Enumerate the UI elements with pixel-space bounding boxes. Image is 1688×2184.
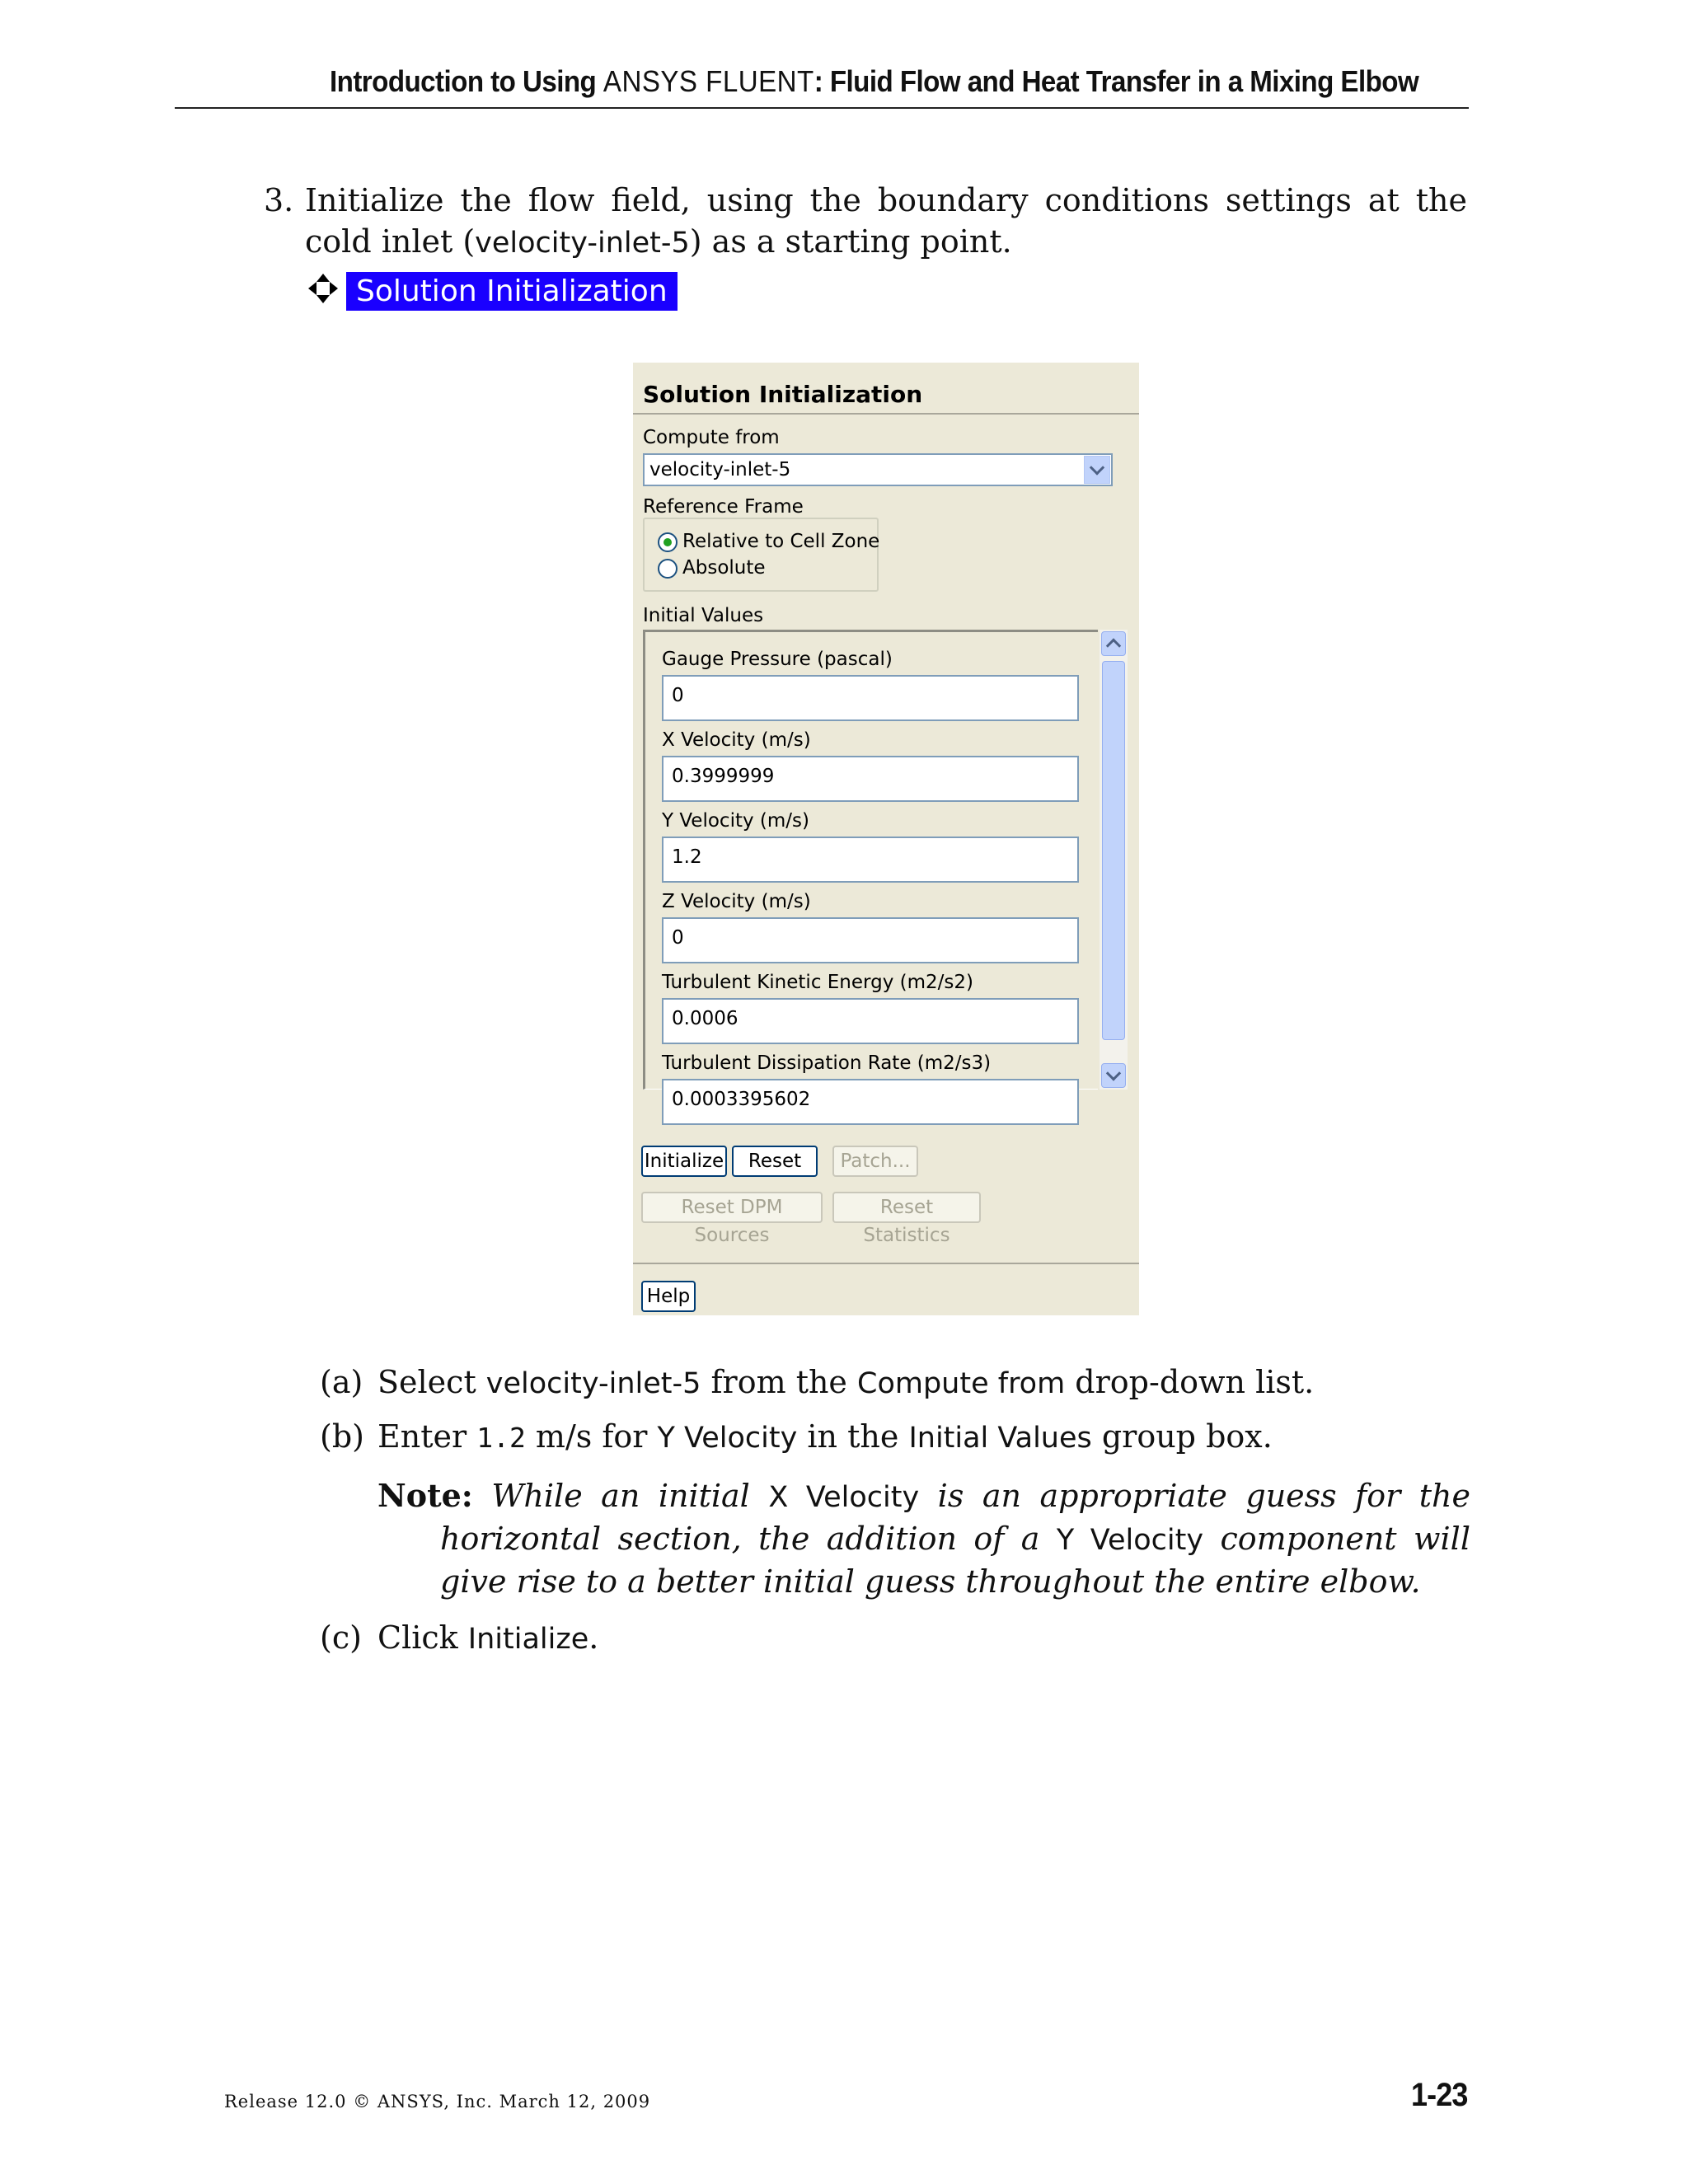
navigation-arrows-icon (307, 272, 340, 305)
scroll-down-button[interactable] (1101, 1063, 1126, 1088)
header-text-1: Introduction to Using (330, 64, 603, 98)
reference-frame-group (643, 518, 879, 592)
compute-from-value: velocity-inlet-5 (649, 459, 791, 480)
patch-button[interactable]: Patch... (832, 1146, 918, 1177)
header-rule (175, 107, 1469, 109)
note-heading: Note: (377, 1477, 473, 1514)
note (377, 1475, 1470, 1602)
x-velocity-input[interactable] (662, 756, 1079, 802)
item-c-text (377, 1617, 1474, 1660)
field-label: Z Velocity (m/s) (662, 891, 811, 912)
item-b-value: 1.2 (476, 1422, 526, 1454)
item-b (320, 1416, 1474, 1459)
reference-frame-label: Reference Frame (643, 496, 804, 518)
header-text-2: : Fluid Flow and Heat Transfer in a Mixing Elbow (814, 64, 1419, 98)
turbulent-dissipation-rate-input[interactable] (662, 1079, 1079, 1125)
step-3-text-b: ) as a starting point. (689, 223, 1012, 260)
field-label: Turbulent Kinetic Energy (m2/s2) (662, 972, 973, 993)
running-header (330, 64, 1419, 99)
note-text-1: While an initial (491, 1478, 769, 1514)
header-product-name: ANSYS FLUENT (603, 64, 814, 98)
initial-values-group (643, 630, 1098, 1110)
radio-relative-label: Relative to Cell Zone (682, 531, 880, 552)
item-c-text-3: . (588, 1619, 599, 1656)
note-text-5: component will give rise to a better initial guess throughout the entire elbow. (440, 1521, 1470, 1600)
item-c (320, 1617, 1474, 1660)
field-label: X Velocity (m/s) (662, 729, 811, 751)
item-a-text (377, 1361, 1474, 1404)
gauge-pressure-input[interactable] (662, 675, 1079, 721)
chevron-down-icon[interactable] (1084, 456, 1110, 484)
field-value: 0.0003395602 (672, 1089, 811, 1110)
initial-values-label: Initial Values (643, 605, 764, 626)
item-c-text-1: Click (377, 1619, 468, 1656)
initial-values-scrollbar[interactable] (1100, 630, 1128, 1090)
item-a-text-1: Select (377, 1364, 486, 1400)
y-velocity-input[interactable] (662, 837, 1079, 883)
item-b-text-1: Enter (377, 1418, 477, 1455)
z-velocity-input[interactable] (662, 917, 1079, 963)
initialize-button[interactable]: Initialize (641, 1146, 727, 1177)
turbulent-kinetic-energy-input[interactable] (662, 998, 1079, 1044)
page-number: 1-23 (1411, 2077, 1468, 2113)
compute-from-dropdown[interactable] (643, 453, 1113, 486)
item-b-text-7: group box. (1091, 1418, 1273, 1455)
radio-absolute[interactable] (658, 559, 678, 579)
field-value: 0 (672, 685, 684, 706)
item-b-ref-2: Initial Values (908, 1422, 1092, 1455)
reset-dpm-sources-button[interactable]: Reset DPM Sources (641, 1192, 823, 1223)
step-3-text (305, 180, 1467, 264)
item-c-label: (c) (320, 1619, 362, 1656)
item-a (320, 1361, 1474, 1404)
item-b-text (377, 1416, 1474, 1459)
field-label: Gauge Pressure (pascal) (662, 649, 893, 670)
step-3-ref: velocity-inlet-5 (475, 227, 690, 260)
bottom-divider (633, 1263, 1139, 1264)
item-a-label: (a) (320, 1364, 363, 1400)
radio-absolute-label: Absolute (682, 557, 766, 579)
note-text-3: is an appropriate guess for the horizontal section, the addition of a (440, 1478, 1470, 1557)
solution-initialization-panel (633, 363, 1139, 1315)
note-ref-x-velocity: X Velocity (768, 1481, 920, 1514)
compute-from-label: Compute from (643, 427, 780, 448)
item-a-ref: velocity-inlet-5 (485, 1367, 701, 1400)
scroll-up-button[interactable] (1101, 631, 1126, 656)
item-b-text-5: in the (797, 1418, 909, 1455)
help-button[interactable]: Help (641, 1281, 696, 1312)
field-value: 1.2 (672, 846, 702, 868)
item-b-label: (b) (320, 1418, 364, 1455)
step-number: 3. (264, 182, 294, 218)
field-label: Y Velocity (m/s) (662, 810, 809, 832)
scrollbar-thumb[interactable] (1102, 661, 1125, 1040)
item-a-ref-2: Compute from (857, 1367, 1066, 1400)
field-value: 0 (672, 927, 684, 949)
note-text (377, 1475, 1470, 1602)
item-a-text-3: from the (701, 1364, 858, 1400)
item-b-ref: Y Velocity (657, 1422, 798, 1455)
item-a-text-5: drop-down list. (1065, 1364, 1315, 1400)
item-b-text-3: m/s for (525, 1418, 658, 1455)
step-3 (264, 180, 1467, 264)
reset-statistics-button[interactable]: Reset Statistics (832, 1192, 981, 1223)
field-value: 0.3999999 (672, 766, 775, 787)
item-c-ref: Initialize (467, 1623, 589, 1656)
field-value: 0.0006 (672, 1008, 738, 1029)
radio-relative-to-cell-zone[interactable] (658, 532, 678, 552)
field-label: Turbulent Dissipation Rate (m2/s3) (662, 1052, 992, 1074)
note-ref-y-velocity: Y Velocity (1056, 1524, 1204, 1557)
step-3-text-a: Initialize the flow field, using the boundary conditions settings at the cold inlet ( (305, 182, 1467, 260)
panel-title: Solution Initialization (643, 381, 923, 408)
reset-button[interactable]: Reset (732, 1146, 818, 1177)
title-divider (633, 413, 1139, 415)
footer-release: Release 12.0 © ANSYS, Inc. March 12, 2009 (224, 2092, 651, 2111)
solution-initialization-link[interactable]: Solution Initialization (346, 272, 678, 311)
